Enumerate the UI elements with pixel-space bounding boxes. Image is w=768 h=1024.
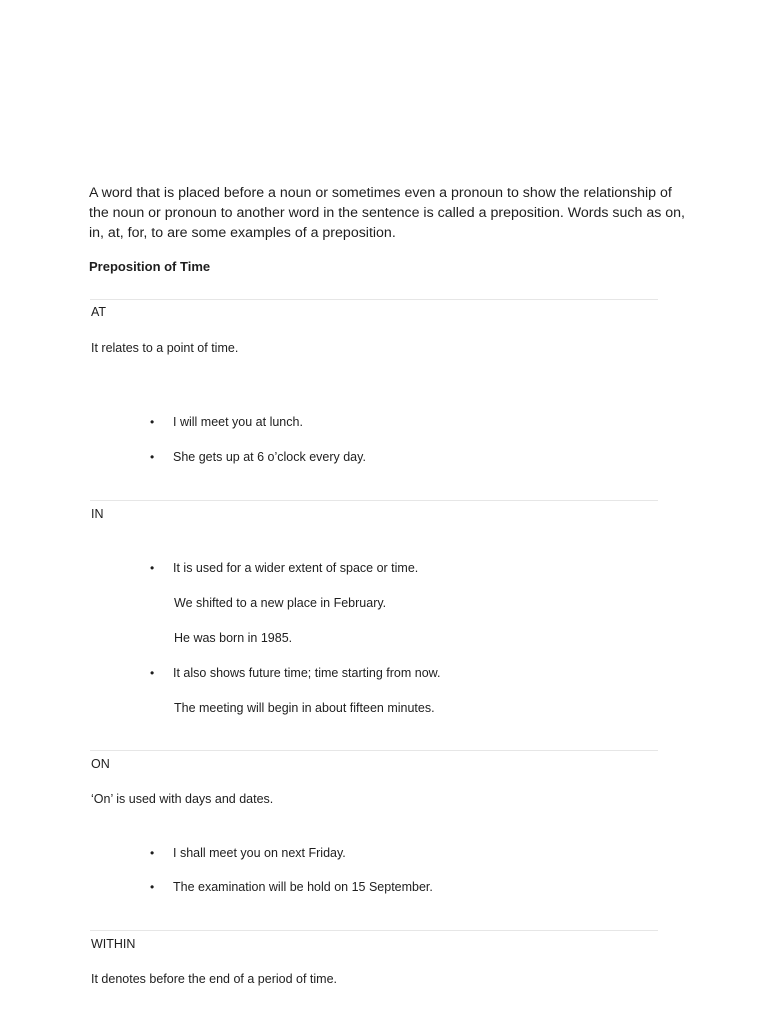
term-label-in: IN [91,507,104,521]
list-item: It also shows future time; time starting from now. [173,666,441,680]
list-item: I will meet you at lunch. [173,415,303,429]
term-label-on: ON [91,757,110,771]
term-description-on: ‘On’ is used with days and dates. [91,792,274,806]
bullet-icon: • [150,666,155,680]
bullet-icon: • [150,880,155,894]
term-label-at: AT [91,305,107,319]
term-label-within: WITHIN [91,937,136,951]
example-sentence: The meeting will begin in about fifteen minutes. [174,701,435,715]
list-item: The examination will be hold on 15 September. [173,880,433,894]
divider [90,299,658,300]
example-sentence: He was born in 1985. [174,631,293,645]
intro-paragraph: A word that is placed before a noun or sometimes even a pronoun to show the relationship of the noun or pronoun to another word in the sentence is called a preposition. Words such as on, in, at, for, to are some examples of a preposition. [89,185,685,241]
bullet-icon: • [150,561,155,575]
divider [90,500,658,501]
list-item: It is used for a wider extent of space or time. [173,561,419,575]
bullet-icon: • [150,846,155,860]
bullet-icon: • [150,450,155,464]
bullet-icon: • [150,415,155,429]
term-description-within: It denotes before the end of a period of time. [91,972,337,986]
divider [90,750,658,751]
list-item: I shall meet you on next Friday. [173,846,346,860]
section-heading: Preposition of Time [89,259,211,274]
divider [90,930,658,931]
list-item: She gets up at 6 o’clock every day. [173,450,366,464]
term-description-at: It relates to a point of time. [91,341,239,355]
example-sentence: We shifted to a new place in February. [174,596,387,610]
